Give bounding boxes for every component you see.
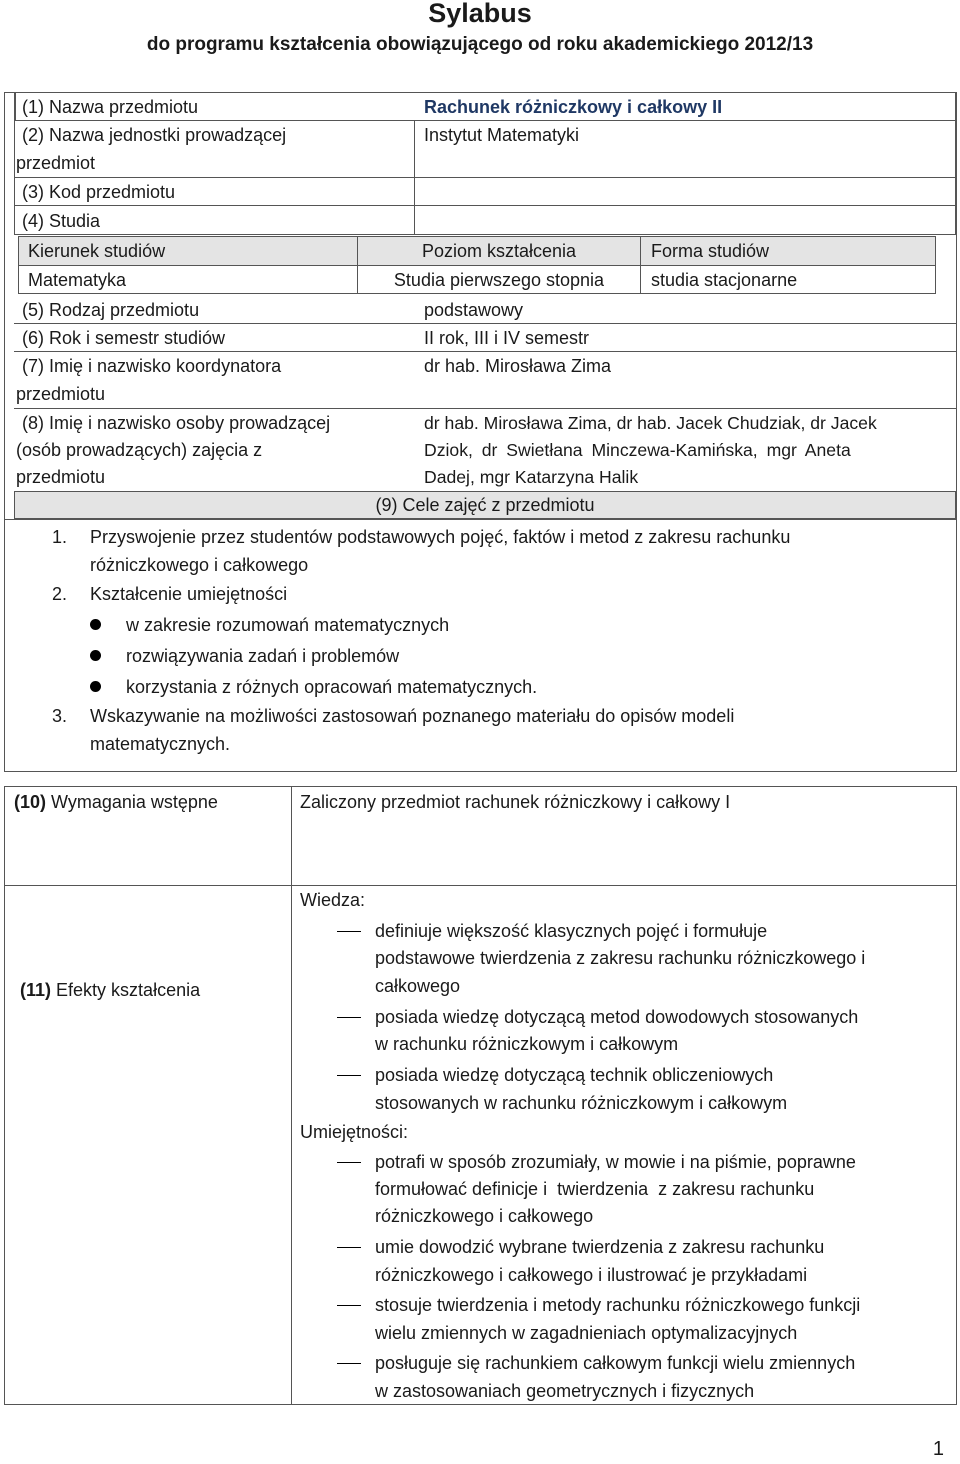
requirements-label-text: Wymagania wstępne bbox=[46, 792, 218, 812]
requirements-label bbox=[14, 788, 218, 816]
knowledge-3-line1: posiada wiedzę dotyczącą technik obliczeniowych bbox=[375, 1065, 774, 1085]
knowledge-2-line1: posiada wiedzę dotyczącą metod dowodowych stosowanych bbox=[375, 1007, 859, 1027]
studia-header-poziom bbox=[357, 236, 641, 266]
studia-value-forma: studia stacjonarne bbox=[640, 265, 936, 294]
bullet-icon bbox=[90, 650, 101, 661]
row2-label-line2: przedmiot bbox=[16, 153, 96, 173]
skill-2-line1: umie dowodzić wybrane twierdzenia z zakresu rachunku bbox=[375, 1237, 825, 1257]
row7-label-line1: (7) Imię i nazwisko koordynatora bbox=[22, 356, 282, 376]
dash-icon bbox=[337, 1305, 361, 1306]
goal-1-line1: Przyswojenie przez studentów podstawowych pojęć, faktów i metod z zakresu rachunku bbox=[90, 527, 791, 547]
goal-2-bullet-3: korzystania z różnych opracowań matematycznych. bbox=[126, 677, 538, 697]
knowledge-1-line1: definiuje większość klasycznych pojęć i formułuje bbox=[375, 921, 768, 941]
year-semester: II rok, III i IV semestr bbox=[424, 328, 590, 348]
goal-2-text: Kształcenie umiejętności bbox=[90, 584, 288, 604]
knowledge-header: Wiedza: bbox=[300, 890, 366, 910]
skill-1-line2: formułować definicje i twierdzenia z zakresu rachunku bbox=[375, 1179, 815, 1199]
dash-icon bbox=[337, 1363, 361, 1364]
row4-label: (4) Studia bbox=[22, 211, 101, 231]
instructors-line1: dr hab. Mirosława Zima, dr hab. Jacek Chudziak, dr Jacek bbox=[424, 413, 877, 433]
knowledge-2-line2: w rachunku różniczkowym i całkowym bbox=[375, 1034, 679, 1054]
row5-label: (5) Rodzaj przedmiotu bbox=[22, 300, 200, 320]
unit-name: Instytut Matematyki bbox=[424, 125, 580, 145]
document-subtitle: do programu kształcenia obowiązującego od roku akademickiego 2012/13 bbox=[146, 34, 814, 55]
row8-label-line2: (osób prowadzących) zajęcia z bbox=[16, 440, 263, 460]
skill-1-line3: różniczkowego i całkowego bbox=[375, 1206, 594, 1226]
dash-icon bbox=[337, 1247, 361, 1248]
outcomes-label bbox=[20, 976, 200, 1004]
subject-name: Rachunek różniczkowy i całkowy II bbox=[424, 97, 723, 117]
goal-2-number: 2. bbox=[52, 584, 68, 604]
goal-2-bullet-1: w zakresie rozumowań matematycznych bbox=[126, 615, 450, 635]
instructors-line2: Dziok, dr Swietłana Minczewa-Kamińska, mgr Aneta bbox=[424, 440, 851, 460]
row1-label: (1) Nazwa przedmiotu bbox=[22, 97, 199, 117]
skill-2-line2: różniczkowego i całkowego i ilustrować je przykładami bbox=[375, 1265, 808, 1285]
coordinator-name: dr hab. Mirosława Zima bbox=[424, 356, 612, 376]
requirements-value: Zaliczony przedmiot rachunek różniczkowy i całkowy I bbox=[300, 792, 731, 812]
studia-header-poziom-text: Poziom kształcenia bbox=[421, 241, 577, 261]
outcomes-divider bbox=[291, 885, 292, 1405]
requirements-divider bbox=[291, 786, 292, 886]
row4-frame bbox=[14, 205, 956, 235]
knowledge-1-line2: podstawowe twierdzenia z zakresu rachunku różniczkowego i bbox=[375, 948, 866, 968]
row8-label-line1: (8) Imię i nazwisko osoby prowadzącej bbox=[22, 413, 331, 433]
dash-icon bbox=[337, 931, 361, 932]
goals-header: (9) Cele zajęć z przedmiotu bbox=[375, 495, 595, 515]
studia-header-kierunek: Kierunek studiów bbox=[18, 236, 358, 266]
skill-4-line1: posługuje się rachunkiem całkowym funkcji wielu zmiennych bbox=[375, 1353, 856, 1373]
page-number: 1 bbox=[932, 1438, 944, 1460]
row6-label: (6) Rok i semestr studiów bbox=[22, 328, 226, 348]
skill-3-line1: stosuje twierdzenia i metody rachunku różniczkowego funkcji bbox=[375, 1295, 861, 1315]
row7-label-line2: przedmiotu bbox=[16, 384, 106, 404]
knowledge-1-line3: całkowego bbox=[375, 976, 461, 996]
knowledge-3-line2: stosowanych w rachunku różniczkowym i całkowym bbox=[375, 1093, 788, 1113]
goal-3-number: 3. bbox=[52, 706, 68, 726]
outcomes-label-text: Efekty kształcenia bbox=[51, 980, 201, 1000]
goal-1-number: 1. bbox=[52, 527, 68, 547]
studia-value-poziom-text: Studia pierwszego stopnia bbox=[393, 270, 605, 290]
studia-header-forma: Forma studiów bbox=[640, 236, 936, 266]
dash-icon bbox=[337, 1017, 361, 1018]
requirements-label-number: (10) bbox=[14, 792, 47, 812]
bullet-icon bbox=[90, 619, 101, 630]
document-title: Sylabus bbox=[428, 0, 532, 28]
dash-icon bbox=[337, 1162, 361, 1163]
studia-value-poziom bbox=[357, 265, 641, 294]
row8-label-line3: przedmiotu bbox=[16, 467, 106, 487]
row3-label: (3) Kod przedmiotu bbox=[22, 182, 176, 202]
course-type: podstawowy bbox=[424, 300, 524, 320]
goal-3-line2: matematycznych. bbox=[90, 734, 231, 754]
goal-2-bullet-2: rozwiązywania zadań i problemów bbox=[126, 646, 400, 666]
goal-3-line1: Wskazywanie na możliwości zastosowań poznanego materiału do opisów modeli bbox=[90, 706, 735, 726]
skill-1-line1: potrafi w sposób zrozumiały, w mowie i na piśmie, poprawne bbox=[375, 1152, 856, 1172]
row2-label-line1: (2) Nazwa jednostki prowadzącej bbox=[22, 125, 287, 145]
studia-value-kierunek: Matematyka bbox=[18, 265, 358, 294]
skill-4-line2: w zastosowaniach geometrycznych i fizycznych bbox=[375, 1381, 755, 1401]
instructors-line3: Dadej, mgr Katarzyna Halik bbox=[424, 467, 639, 487]
skill-3-line2: wielu zmiennych w zagadnieniach optymalizacyjnych bbox=[375, 1323, 798, 1343]
dash-icon bbox=[337, 1075, 361, 1076]
skills-header: Umiejętności: bbox=[300, 1122, 409, 1142]
outcomes-label-number: (11) bbox=[20, 980, 52, 1000]
goal-1-line2: różniczkowego i całkowego bbox=[90, 555, 309, 575]
bullet-icon bbox=[90, 681, 101, 692]
